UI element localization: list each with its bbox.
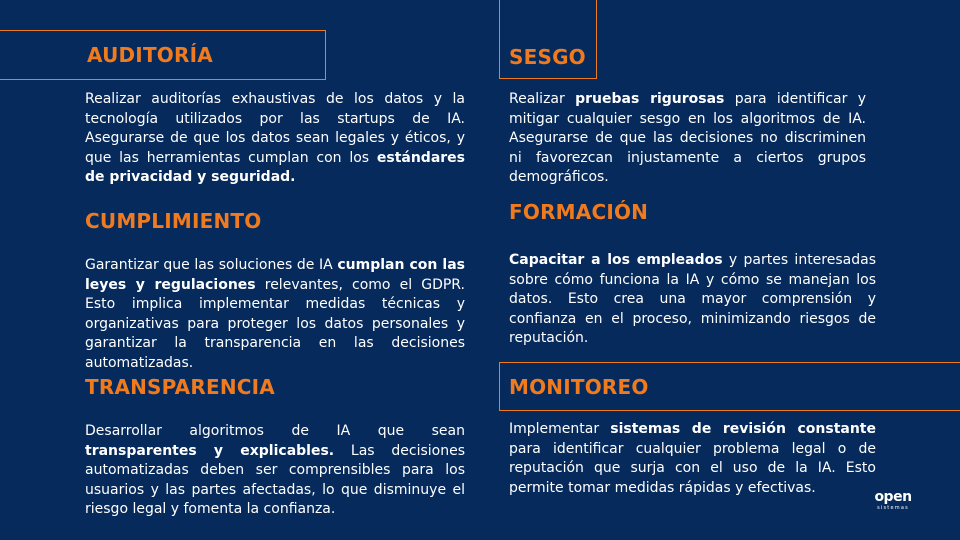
auditoria-text: Realizar auditorías exhaustivas de los datos y la tecnología utilizados por las startups de IA. Asegurarse de que los datos sean legales y éticos, y que las herramientas cumplan con los estándares de privacidad y seguridad. <box>85 91 465 185</box>
monitoreo-text: Implementar sistemas de revisión constante para identificar cualquier problema legal o de reputación que surja con el uso de la IA. Esto permite tomar medidas rápidas y efectivas. <box>509 421 876 496</box>
formacion-text: Capacitar a los empleados y partes interesadas sobre cómo funciona la IA y cómo se manejan los datos. Esto crea una mayor comprensión y confianza en el proceso, minimizando riesgos de reputación. <box>509 252 876 346</box>
auditoria-heading: AUDITORÍA <box>87 43 213 67</box>
sesgo-text: Realizar pruebas rigurosas para identificar y mitigar cualquier sesgo en los algoritmos de IA. Asegurarse de que las decisiones no discriminen ni favorezcan injustamente a ciertos grupos demográficos. <box>509 91 866 185</box>
monitoreo-heading: MONITOREO <box>509 375 649 399</box>
transparencia-heading: TRANSPARENCIA <box>85 375 275 399</box>
cumplimiento-text: Garantizar que las soluciones de IA cumplan con las leyes y regulaciones relevantes, como el GDPR. Esto implica implementar medidas técnicas y organizativas para proteger los datos personales y garantizar la transparencia en las decisiones automatizadas. <box>85 257 465 371</box>
open-sistemas-logo <box>868 490 918 516</box>
logo-wordmark: open <box>874 489 912 505</box>
transparencia-text: Desarrollar algoritmos de IA que sean transparentes y explicables. Las decisiones automatizadas deben ser comprensibles para los usuarios y las partes afectadas, lo que disminuye el riesgo legal y fomenta la confianza. <box>85 423 465 517</box>
sesgo-heading: SESGO <box>509 45 586 69</box>
logo-subtitle: sistemas <box>877 505 909 511</box>
cumplimiento-heading: CUMPLIMIENTO <box>85 209 262 233</box>
formacion-heading: FORMACIÓN <box>509 200 649 224</box>
